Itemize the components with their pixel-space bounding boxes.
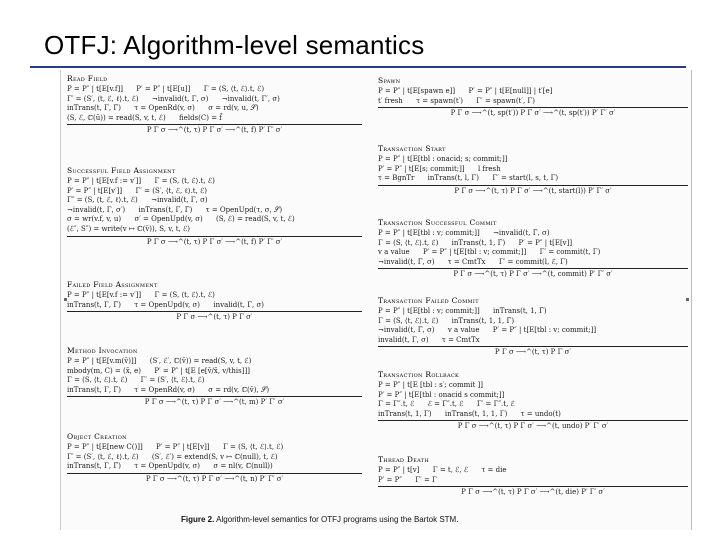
rule-premises: P = P″ | t[E [tbl : s′; commit ]] P′ = P″ | t[E[tbl : onacid s commit;]] Γ = Γ″.t, ℰ ℰ = Γ″.t, ℰ Γ′ = Γ″.t, ℰ inTrans(t, 1, Γ) inTrans(t, 1, 1, Γ) τ = undo(t): [378, 381, 561, 418]
rule-name: Thread Death: [378, 455, 430, 464]
margin-mark: [64, 298, 67, 301]
rule-name: Transaction Failed Commit: [378, 296, 479, 305]
inference-bar: [378, 346, 688, 347]
rule-successful-field-assignment: [67, 166, 362, 247]
rule-name: Failed Field Assignment: [67, 280, 158, 289]
rule-spawn: [378, 76, 688, 118]
rule-conclusion: P Γ σ ⟶^(t, τ) P Γ σ′ ⟶^(t, f) P′ Γ′ σ′: [146, 237, 283, 246]
inference-bar: [378, 268, 688, 269]
rule-name: Read Field: [67, 74, 108, 83]
caption-label: Figure 2.: [181, 515, 215, 524]
inference-bar: [67, 396, 362, 397]
rule-conclusion: P Γ σ ⟶^(t, τ) P Γ σ′ ⟶^(t, start(l)) P′ Γ′ σ′: [454, 186, 612, 195]
title-underline: [30, 66, 686, 68]
figure-caption: [181, 515, 681, 524]
rule-premises: P = P″ | t[E[tbl : v; commit;]] ¬invalid(t, Γ̄, σ) Γ = (S, ⟨t, ℰ⟩.t, ℰ) inTrans(t, 1, Γ̄) P′ = P″ | t[E[v]] v a value P′ = P″ | t[E[tbl : v; commit;]] Γ′ = commit(t, Γ) ¬invalid(t, Γ̄, σ) τ = CmtTx Γ′ = commit(l, ℰ, Γ): [378, 229, 601, 266]
inference-bar: [378, 486, 688, 487]
figure-panel: [60, 70, 692, 530]
rule-conclusion: P Γ σ ⟶^(t, sp(t′)) P Γ σ′ ⟶^(t, sp(t′)) P′ Γ′ σ′: [450, 109, 616, 118]
inference-bar: [67, 124, 362, 125]
rule-name: Method Invocation: [67, 346, 138, 355]
inference-bar: [67, 473, 362, 474]
rule-name: Transaction Successful Commit: [378, 218, 497, 227]
rule-transaction-successful-commit: [378, 218, 688, 279]
rule-premises: P = P″ | t[E[v.f := v′]] Γ = (S, ⟨t, ℰ⟩.t, ℰ) inTrans(t, Γ, Γ̄) τ = OpenUpd(v, σ) invalid(t, Γ, σ): [67, 291, 265, 309]
rule-conclusion: P Γ σ ⟶^(t, τ) P Γ σ′: [176, 313, 253, 322]
rule-premises: P = P″ | t[E[v.f]] P′ = P″ | t[E[u]] Γ = (S, ⟨t, ℰ⟩.t, ℰ) Γ′ = (S′, ⟨t, ℰ, ℓ⟩.t, ℰ) ¬invalid(t, Γ, σ) ¬invalid(t, Γ′, σ) inTrans(t, Γ, Γ̄) τ = OpenRd(v, σ) σ = rd(v, u, 𝒮) (S, ℰ, ℂ(ū)) = read(S, v, t, ℰ) fields(C) = f̄: [67, 85, 280, 122]
inference-bar: [67, 236, 362, 237]
rule-object-creation: [67, 432, 362, 484]
rule-read-field: [67, 74, 362, 135]
rule-conclusion: P Γ σ ⟶^(t, τ) P Γ σ′ ⟶^(t, undo) P′ Γ′ σ′: [457, 422, 609, 431]
rule-premises: P = P″ | t[E[v.m(v̄)]] (S′, ℰ′, ℂ(v̄)) = read(S, v, t, ℰ) mbody(m, C) = (x̄, e) P′ = P″ | t[E [e[v̄/x̄, v/this]]] Γ = (S, ⟨t, ℰ⟩.t, ℰ) Γ′ = (S′, ⟨t, ℰ⟩.t, ℰ) inTrans(t, Γ, Γ̄) τ = OpenRd(v, σ) σ = rd(v, ℂ(v̄), 𝒮): [67, 357, 270, 394]
rule-conclusion: P Γ σ ⟶^(t, τ) P Γ σ′ ⟶^(t, f) P′ Γ′ σ′: [146, 126, 283, 135]
rule-premises: P = P″ | t[E[new C()]] P′ = P″ | t[E[v]] Γ = (S, ⟨t, ℰ⟩.t, ℰ) Γ′ = (S′, ⟨t, ℰ, ℓ⟩.t, ℰ) (S′, ℰ′) = extend(S, v ↦ ℂ(null), t, ℰ) inTrans(t, Γ, Γ̄) τ = OpenUpd(v, σ) σ = nl(v, ℂ(null)): [67, 443, 284, 471]
rule-transaction-failed-commit: [378, 296, 688, 357]
caption-text: Algorithm-level semantics for OTFJ programs using the Bartok STM.: [216, 515, 459, 524]
rule-premises: P = P″ | t[v] Γ = t, ℰ, ℰ τ = die P′ = P″ Γ′ = Γ: [378, 466, 507, 484]
rule-name: Spawn: [378, 76, 401, 85]
inference-bar: [378, 107, 688, 108]
rule-conclusion: P Γ σ ⟶^(t, τ) P Γ σ′: [494, 348, 572, 357]
rule-name: Successful Field Assignment: [67, 166, 176, 175]
rule-conclusion: P Γ σ ⟶^(t, τ) P Γ σ′ ⟶^(t, die) P′ Γ′ σ′: [461, 488, 605, 497]
rule-name: Object Creation: [67, 432, 127, 441]
rule-thread-death: [378, 455, 688, 497]
rule-conclusion: P Γ σ ⟶^(t, τ) P Γ σ′ ⟶^(t, commit) P′ Γ′ σ′: [453, 270, 613, 279]
rule-name: Transaction Start: [378, 144, 446, 153]
rule-premises: P = P″ | t[E[tbl : onacid; s; commit;]] P′ = P″ | t[E[s; commit;]] l fresh τ = BgnTr inTrans(t, l, Γ) Γ′ = start(l, s, t, Γ): [378, 155, 559, 183]
rule-premises: P = P″ | t[E[spawn e]] P′ = P″ | t[E[null]] | t′[e] t′ fresh τ = spawn(t′) Γ′ = spawn(t′, Γ): [378, 87, 553, 105]
rule-failed-field-assignment: [67, 280, 362, 322]
slide-title: OTFJ: Algorithm-level semantics: [44, 30, 425, 60]
inference-bar: [378, 420, 688, 421]
rule-conclusion: P Γ σ ⟶^(t, τ) P Γ σ′ ⟶^(t, m) P′ Γ′ σ′: [144, 398, 285, 407]
inference-bar: [67, 311, 362, 312]
rule-premises: P = P″ | t[E[v.f := v′]] Γ = (S, ⟨t, ℰ⟩.t, ℰ) P′ = P″ | t[E[v′]] Γ′ = (S′, ⟨t, ℰ, ℓ⟩.t, ℰ) Γ″ = (S, ⟨t, ℰ, ℓ⟩.t, ℰ) ¬invalid(t, Γ, σ) ¬invalid(t, Γ, σ′) inTrans(t, Γ, Γ̄) τ = OpenUpd(τ, σ, 𝒮) σ = wr(v.f, v, u) σ′ = OpenUpd(v, σ) (S, ℰ) = read(S, v, t, ℰ) (ℰ″, S″) = write(v ↦ ℂ(v̄)), S, v, t, ℰ): [67, 177, 295, 233]
inference-bar: [378, 185, 688, 186]
rule-name: Transaction Rollback: [378, 370, 460, 379]
rule-premises: P = P″ | t[E[tbl : v; commit;]] inTrans(t, 1, Γ̄) Γ = (S, ⟨t, ℰ⟩.t, ℰ) inTrans(t, 1, 1, Γ̄) ¬invalid(t, Γ̄, σ) v a value P′ = P″ | t[E[tbl : v; commit;]] invalid(t, Γ, σ) τ = CmtTx: [378, 307, 597, 344]
rule-method-invocation: [67, 346, 362, 407]
rule-transaction-rollback: [378, 370, 688, 431]
rule-transaction-start: [378, 144, 688, 196]
rule-conclusion: P Γ σ ⟶^(t, τ) P Γ σ′ ⟶^(t, n) P′ Γ′ σ′: [145, 474, 284, 483]
margin-mark: [686, 298, 689, 301]
